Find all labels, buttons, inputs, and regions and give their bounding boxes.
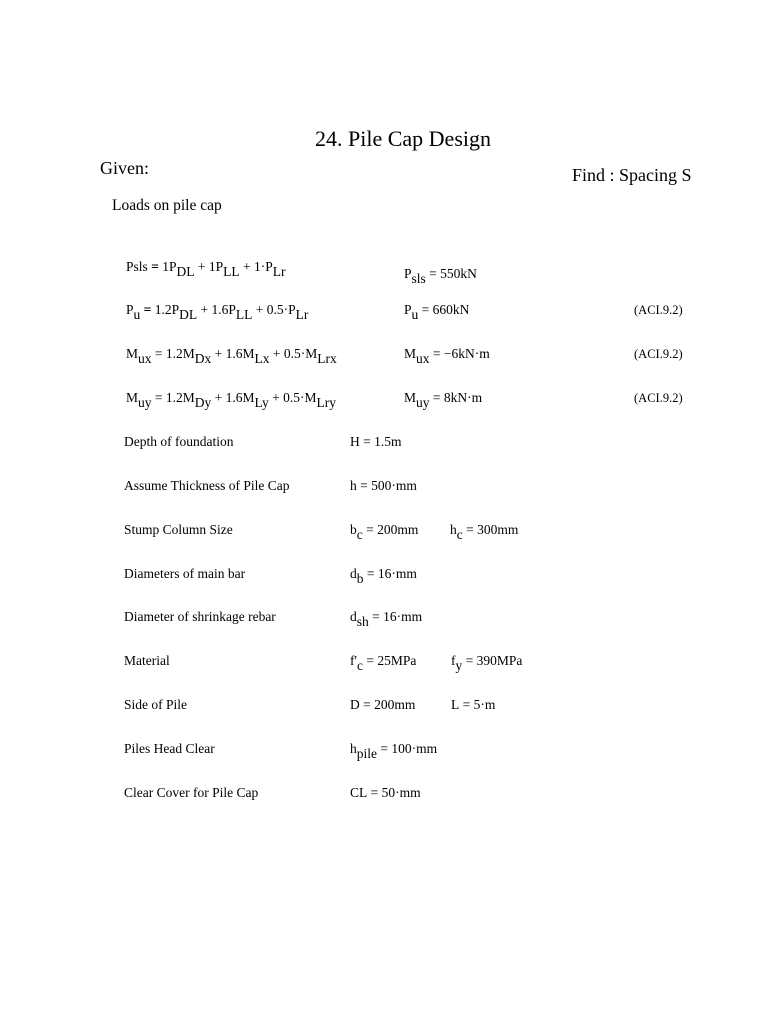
- param-value-main-bar: $d_b = 16\cdot mm$: [350, 566, 417, 586]
- param-value-pile-d: D = 200mm: [350, 697, 416, 712]
- formula-mux: $M_{ux} = 1.2M_{Dx} + 1.6M_{Lx} + 0.5\cdot M_{Lrx}$: [126, 346, 337, 366]
- reference-aci-muy: (ACI.9.2): [634, 391, 683, 405]
- param-label-head-clear: Piles Head Clear: [124, 741, 215, 756]
- formula-psls: Psls = $1P_{DL} + 1P_{LL} + 1\cdot P_{Lr}$: [126, 259, 286, 279]
- reference-aci-pu: (ACI.9.2): [634, 303, 683, 317]
- param-value-head-clear: $h_{pile} = 100\cdot mm$: [350, 741, 438, 761]
- formula-muy: $M_{uy} = 1.2M_{Dy} + 1.6M_{Ly} + 0.5\cdot M_{Lry}$: [126, 390, 337, 410]
- param-value-fy: $f_y = 390MPa$: [451, 653, 523, 673]
- param-value-stump-b: $b_c = 200mm$: [350, 522, 419, 542]
- param-value-depth: H = 1.5m: [350, 434, 402, 449]
- page-title: 24. Pile Cap Design: [315, 126, 491, 151]
- param-label-clear-cover: Clear Cover for Pile Cap: [124, 785, 259, 800]
- param-value-fc: $f'_c = 25MPa$: [350, 653, 417, 673]
- param-value-pile-l: L = 5·m: [451, 697, 496, 712]
- param-label-depth: Depth of foundation: [124, 434, 234, 449]
- param-label-shrinkage-rebar: Diameter of shrinkage rebar: [124, 609, 276, 624]
- param-value-shrinkage-rebar: $d_{sh} = 16\cdot mm$: [350, 609, 423, 629]
- result-muy: $M_{uy} = 8kN\cdot m$: [404, 390, 483, 410]
- param-label-material: Material: [124, 653, 170, 668]
- param-label-main-bar: Diameters of main bar: [124, 566, 246, 581]
- formula-pu: $P_u = 1.2P_{DL} + 1.6P_{LL} + 0.5\cdot P_{Lr}$: [126, 302, 309, 322]
- result-psls: $P_{sls} = 550kN$: [404, 266, 477, 286]
- loads-heading: Loads on pile cap: [112, 197, 222, 214]
- result-mux: $M_{ux} = -6kN\cdot m$: [404, 346, 490, 366]
- param-value-thickness: h = 500·mm: [350, 478, 417, 493]
- param-label-thickness: Assume Thickness of Pile Cap: [124, 478, 290, 493]
- param-label-side-of-pile: Side of Pile: [124, 697, 187, 712]
- reference-aci-mux: (ACI.9.2): [634, 347, 683, 361]
- param-label-stump-column: Stump Column Size: [124, 522, 233, 537]
- find-heading: Find : Spacing S: [572, 165, 692, 185]
- given-heading: Given:: [100, 158, 149, 178]
- result-pu: $P_u = 660kN$: [404, 302, 470, 322]
- param-value-clear-cover: CL = 50·mm: [350, 785, 421, 800]
- param-value-stump-h: $h_c = 300mm$: [450, 522, 519, 542]
